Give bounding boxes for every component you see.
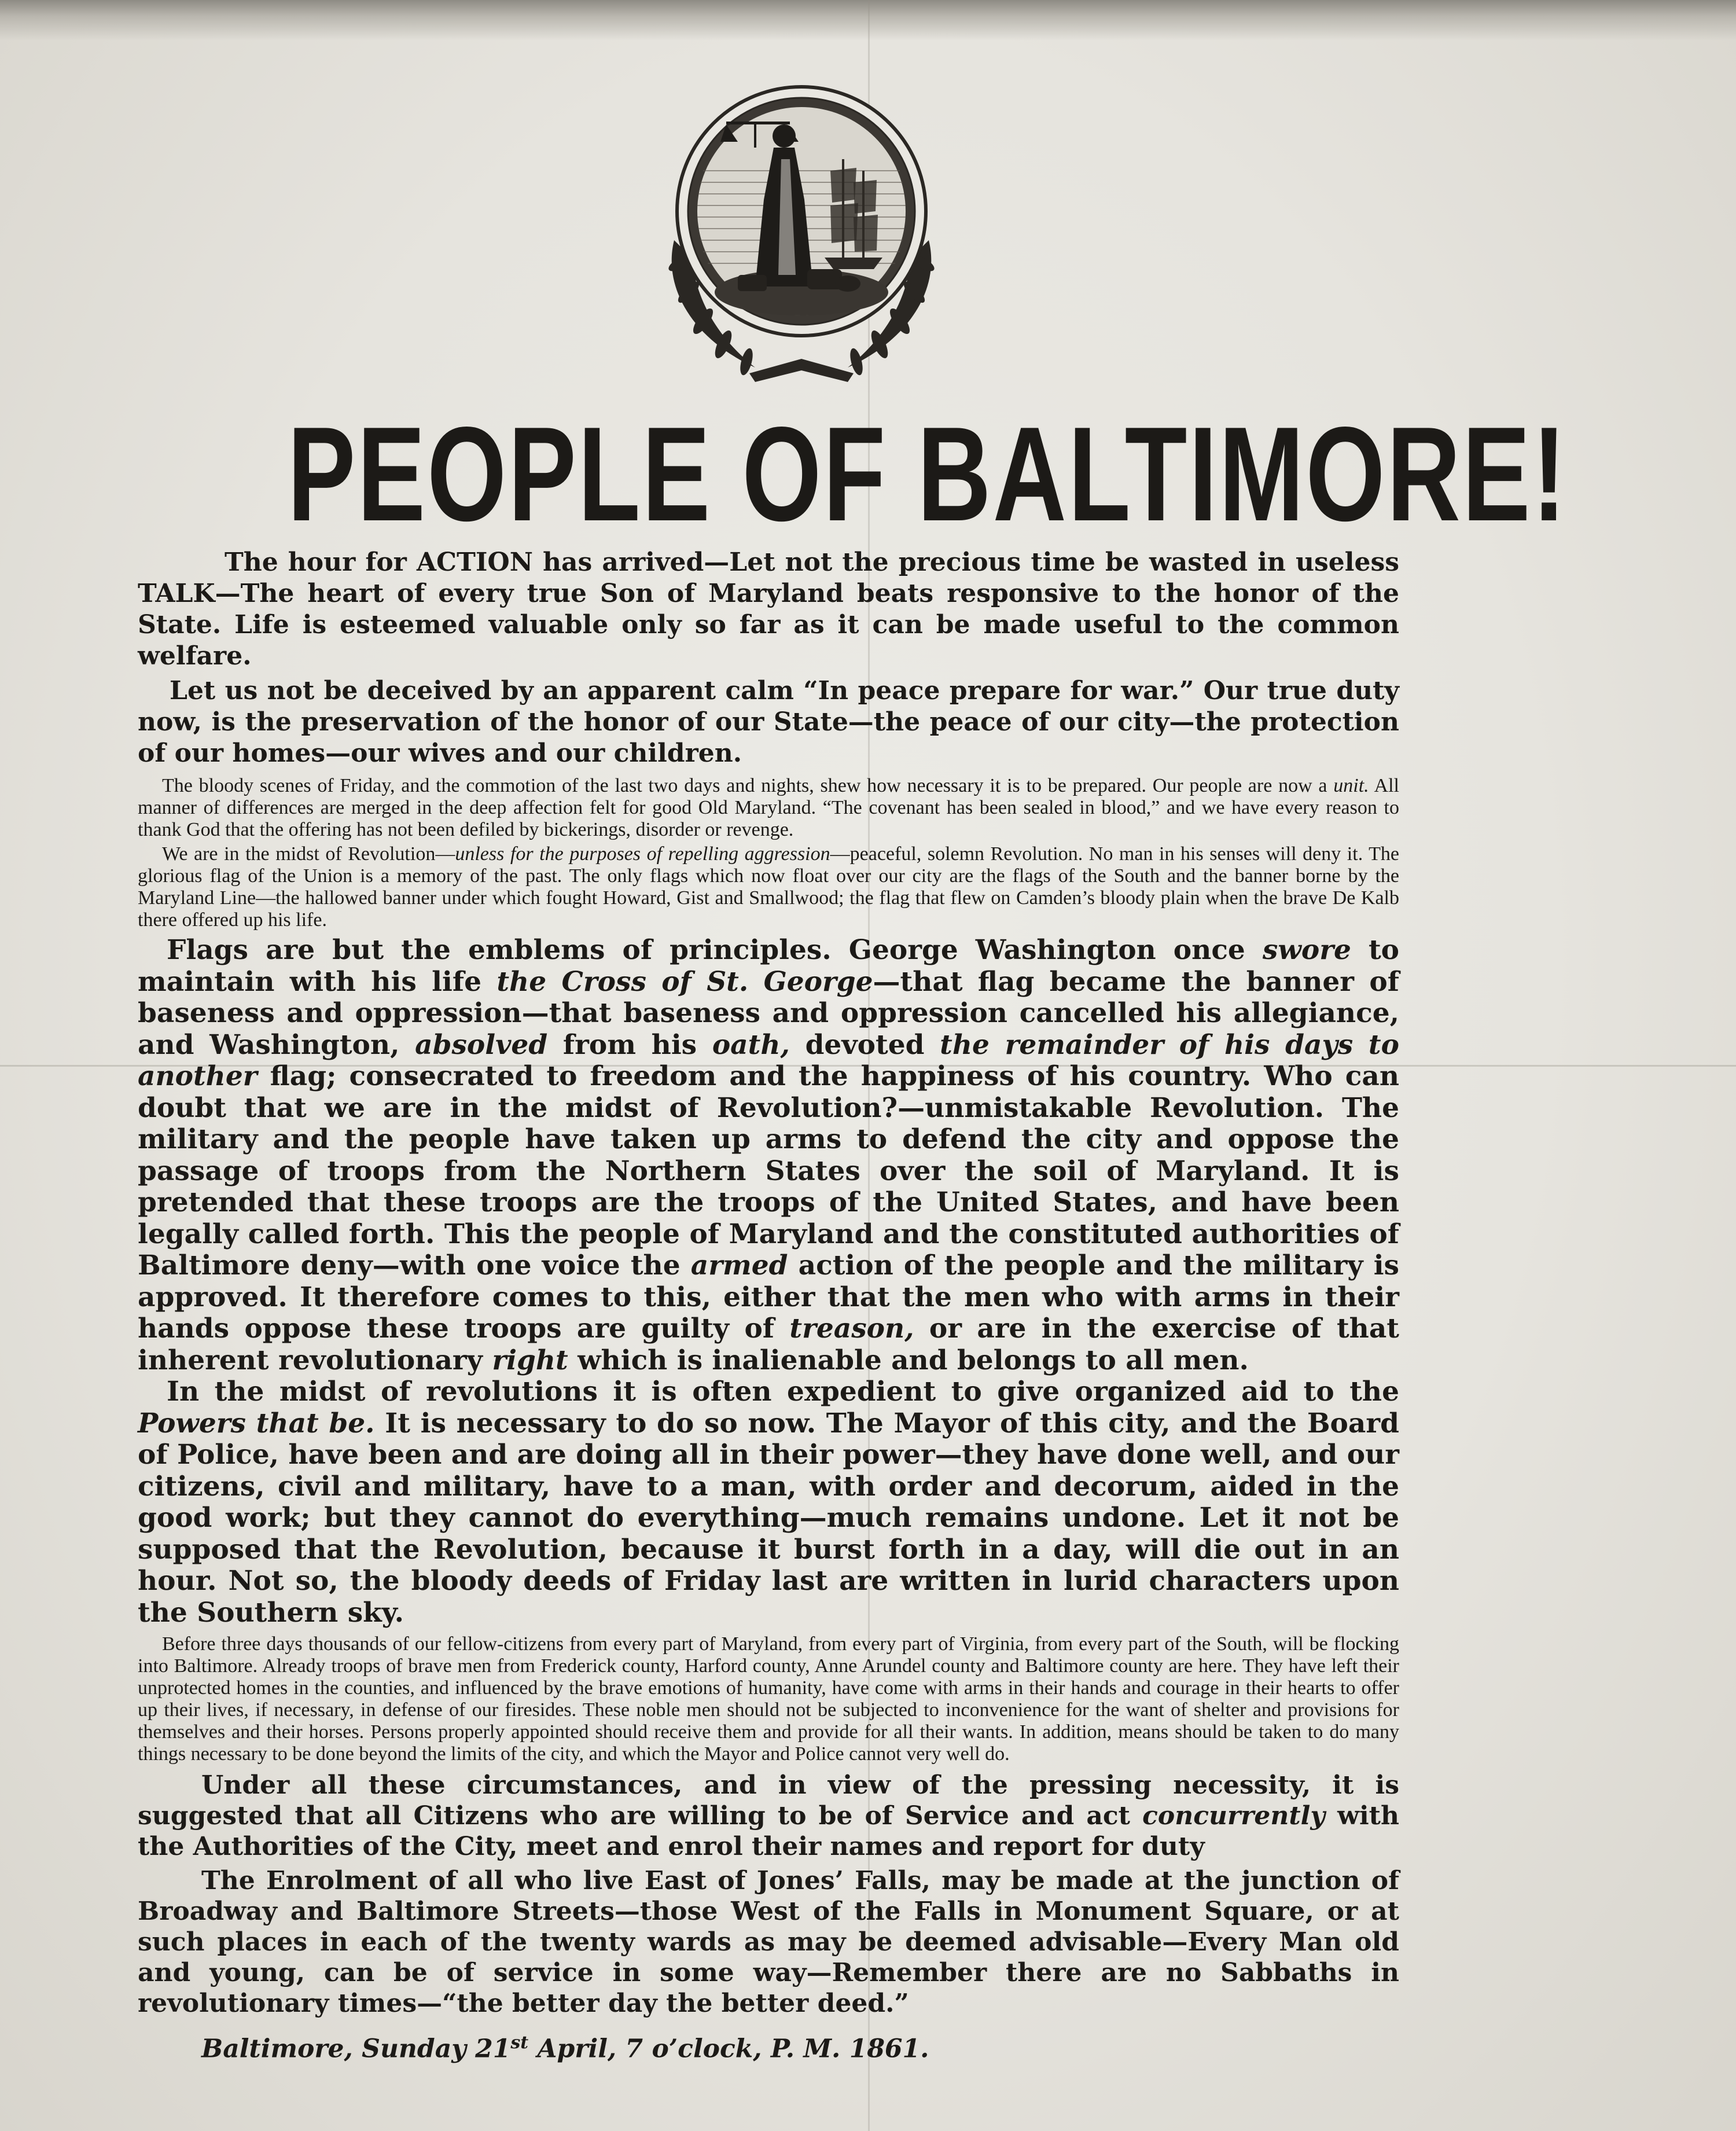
proclamation-body [138, 547, 1399, 2067]
paragraph-fellow-citizens: Before three days thousands of our fellow-citizens from every part of Maryland, from every part of Virginia, from every part of the South, will be flocking into Baltimore. Already troops of brave men from Frederick county, Harford county, Anne Arundel county and Baltimore county are here. They have left their unprotected homes in the counties, and influenced by the brave emotions of humanity, have come with arms in their hands and courage in their hearts to offer up their lives, if necessary, in defense of our firesides. These noble men should not be subjected to inconvenience for the want of shelter and provisions for themselves and their horses. Persons properly appointed should receive them and provide for all their wants. In addition, means should be taken to do many things necessary to be done beyond the limits of the city, and which the Mayor and Police cannot very well do. [138, 1633, 1399, 1765]
paragraph-powers: In the midst of revolutions it is often expedient to give organized aid to the Powers that be. It is necessary to do so now. The Mayor of this city, and the Board of Police, have been and are doing all in their power—they have done well, and our citizens, civil and military, have to a man, with order and decorum, aided in the good work; but they cannot do everything—much remains undone. Let it not be supposed that the Revolution, because it burst forth in a day, will die out in an hour. Not so, the bloody deeds of Friday last are written in lurid characters upon the Southern sky. [138, 1376, 1399, 1629]
paragraph-bloody-scenes: The bloody scenes of Friday, and the commotion of the last two days and nights, shew how necessary it is to be prepared. Our people are now a unit. All manner of differences are merged in the deep affection felt for good Old Maryland. “The covenant has been sealed in blood,” and we have every reason to thank God that the offering has not been defiled by bickerings, disorder or revenge. [138, 775, 1399, 840]
paragraph-action: The hour for ACTION has arrived—Let not the precious time be wasted in useless TALK—The heart of every true Son of Maryland beats responsive to the honor of the State. Life is esteemed valuable only so far as it can be made useful to the common welfare. [138, 548, 1399, 671]
paragraph-flags: Flags are but the emblems of principles. George Washington once swore to maintain with his life the Cross of St. George—that flag became the banner of baseness and oppression—that baseness and oppression cancelled his allegiance, and Washington, absolved from his oath, devoted the remainder of his days to another flag; consecrated to freedom and the happiness of his country. Who can doubt that we are in the midst of Revolution?—unmistakable Revolution. The military and the people have taken up arms to defend the city and oppose the passage of troops from the Northern States over the soil of Maryland. It is pretended that these troops are the troops of the United States, and have been legally called forth. This the people of Maryland and the constituted authorities of Baltimore deny—with one voice the armed action of the people and the military is approved. It therefore comes to this, either that the men who with arms in their hands oppose these troops are guilty of treason, or are in the exercise of that inherent revolutionary right which is inalienable and belongs to all men. [138, 934, 1400, 1376]
date-line: Baltimore, Sunday 21st April, 7 o’clock, P. M. 1861. [201, 2033, 929, 2064]
paragraph-circumstances: Under all these circumstances, and in view of the pressing necessity, it is suggested that all Citizens who are willing to be of Service and act concurrently with the Authorities of the City, meet and enrol their names and report for duty [138, 1770, 1399, 1861]
maryland-seal-image [639, 67, 963, 391]
paragraph-enrolment: The Enrolment of all who live East of Jones’ Falls, may be made at the junction of Broadway and Baltimore Streets—those West of the Falls in Monument Square, or at such places in each of the twenty wards as may be deemed advisable—Every Man old and young, can be of service in some way—Remember there are no Sabbaths in revolutionary times—“the better day the better deed.” [138, 1866, 1399, 2018]
paragraph-calm: Let us not be deceived by an apparent calm “In peace prepare for war.” Our true duty now, is the preservation of the honor of our State—the peace of our city—the protection of our homes—our wives and our children. [138, 676, 1399, 768]
poster-headline: PEOPLE OF BALTIMORE! [287, 399, 1568, 549]
paragraph-revolution: We are in the midst of Revolution—unless for the purposes of repelling aggression—peaceful, solemn Revolution. No man in his senses will deny it. The glorious flag of the Union is a memory of the past. The only flags which now float over our city are the flags of the South and the banner borne by the Maryland Line—the hallowed banner under which fought Howard, Gist and Smallwood; the flag that flew on Camden’s bloody plain when the brave De Kalb there offered up his life. [138, 843, 1400, 931]
